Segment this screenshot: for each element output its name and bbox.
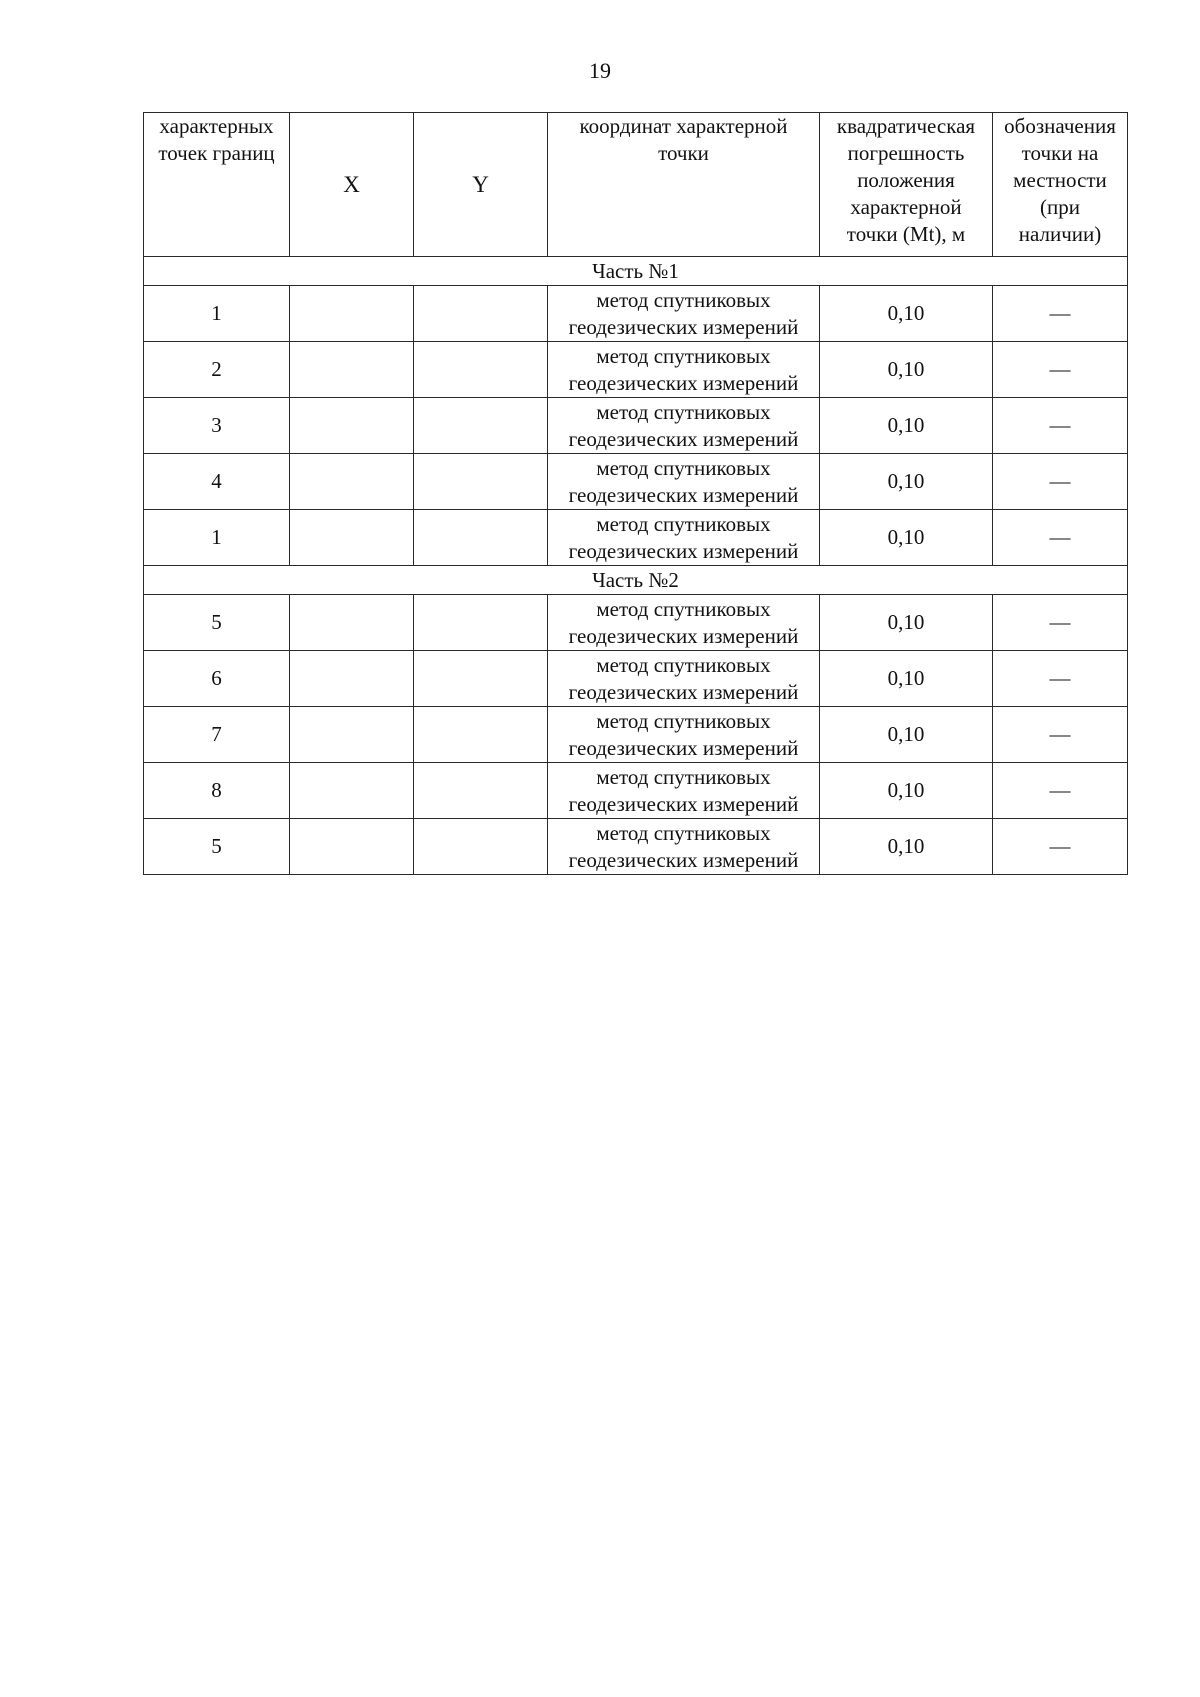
x-coordinate-cell — [290, 707, 414, 763]
accuracy-cell: 0,10 — [820, 595, 993, 651]
accuracy-cell: 0,10 — [820, 707, 993, 763]
method-line: метод спутниковых — [596, 764, 771, 789]
header-points-line: характерных — [159, 114, 274, 138]
table-row — [144, 819, 1128, 875]
y-coordinate-cell — [414, 510, 548, 566]
point-number-cell: 1 — [144, 510, 290, 566]
header-mark-line: обозначения — [1004, 114, 1116, 138]
accuracy-cell: 0,10 — [820, 454, 993, 510]
method-cell — [548, 651, 820, 707]
header-accuracy-line: характерной — [850, 195, 962, 219]
method-cell — [548, 398, 820, 454]
mark-cell: — — [993, 510, 1128, 566]
table-header-row — [144, 113, 1128, 257]
point-number-cell: 3 — [144, 398, 290, 454]
part-title: Часть №1 — [144, 257, 1128, 286]
method-line: геодезических измерений — [568, 538, 799, 563]
accuracy-cell: 0,10 — [820, 398, 993, 454]
y-coordinate-cell — [414, 819, 548, 875]
method-cell — [548, 763, 820, 819]
y-coordinate-cell — [414, 342, 548, 398]
part-header-row — [144, 566, 1128, 595]
y-coordinate-cell — [414, 595, 548, 651]
point-number-cell: 6 — [144, 651, 290, 707]
table-row — [144, 286, 1128, 342]
point-number-cell: 2 — [144, 342, 290, 398]
page-number: 19 — [589, 58, 611, 83]
header-method-line: координат характерной — [579, 114, 788, 138]
table-row — [144, 707, 1128, 763]
point-number-cell: 7 — [144, 707, 290, 763]
header-mark-line: наличии) — [1018, 222, 1102, 246]
header-method — [548, 113, 820, 257]
header-accuracy-line: положения — [857, 168, 955, 192]
mark-cell: — — [993, 286, 1128, 342]
mark-cell: — — [993, 342, 1128, 398]
mark-cell: — — [993, 454, 1128, 510]
mark-cell: — — [993, 595, 1128, 651]
method-line: геодезических измерений — [568, 735, 799, 760]
header-accuracy — [820, 113, 993, 257]
point-number-cell: 5 — [144, 819, 290, 875]
y-coordinate-cell — [414, 398, 548, 454]
x-coordinate-cell — [290, 510, 414, 566]
method-cell — [548, 342, 820, 398]
part-title: Часть №2 — [144, 566, 1128, 595]
method-line: метод спутниковых — [596, 455, 771, 480]
point-number-cell: 5 — [144, 595, 290, 651]
method-line: геодезических измерений — [568, 623, 799, 648]
x-coordinate-cell — [290, 595, 414, 651]
method-line: метод спутниковых — [596, 820, 771, 845]
header-mark — [993, 113, 1128, 257]
x-coordinate-cell — [290, 819, 414, 875]
method-line: геодезических измерений — [568, 679, 799, 704]
table-row — [144, 763, 1128, 819]
method-cell — [548, 454, 820, 510]
method-line: геодезических измерений — [568, 482, 799, 507]
header-y: Y — [414, 113, 548, 257]
header-mark-line: местности — [1013, 168, 1107, 192]
method-line: метод спутниковых — [596, 287, 771, 312]
table-row — [144, 510, 1128, 566]
header-points — [144, 113, 290, 257]
y-coordinate-cell — [414, 286, 548, 342]
method-line: геодезических измерений — [568, 847, 799, 872]
method-line: геодезических измерений — [568, 426, 799, 451]
header-method-line: точки — [658, 141, 709, 165]
accuracy-cell: 0,10 — [820, 286, 993, 342]
point-number-cell: 8 — [144, 763, 290, 819]
part-header-row — [144, 257, 1128, 286]
header-accuracy-line: квадратическая — [836, 114, 976, 138]
x-coordinate-cell — [290, 398, 414, 454]
table-row — [144, 651, 1128, 707]
method-cell — [548, 595, 820, 651]
method-cell — [548, 819, 820, 875]
y-coordinate-cell — [414, 454, 548, 510]
header-points-line: точек границ — [158, 141, 275, 165]
method-line: геодезических измерений — [568, 370, 799, 395]
header-accuracy-line: точки (Mt), м — [846, 222, 966, 246]
method-line: геодезических измерений — [568, 791, 799, 816]
x-coordinate-cell — [290, 342, 414, 398]
accuracy-cell: 0,10 — [820, 651, 993, 707]
method-line: геодезических измерений — [568, 314, 799, 339]
accuracy-cell: 0,10 — [820, 510, 993, 566]
accuracy-cell: 0,10 — [820, 819, 993, 875]
y-coordinate-cell — [414, 763, 548, 819]
y-coordinate-cell — [414, 707, 548, 763]
header-x: X — [290, 113, 414, 257]
method-line: метод спутниковых — [596, 399, 771, 424]
method-cell — [548, 286, 820, 342]
method-line: метод спутниковых — [596, 343, 771, 368]
x-coordinate-cell — [290, 286, 414, 342]
accuracy-cell: 0,10 — [820, 342, 993, 398]
x-coordinate-cell — [290, 763, 414, 819]
point-number-cell: 4 — [144, 454, 290, 510]
method-line: метод спутниковых — [596, 708, 771, 733]
method-line: метод спутниковых — [596, 652, 771, 677]
table-row — [144, 342, 1128, 398]
method-cell — [548, 510, 820, 566]
method-line: метод спутниковых — [596, 511, 771, 536]
point-number-cell: 1 — [144, 286, 290, 342]
x-coordinate-cell — [290, 651, 414, 707]
method-cell — [548, 707, 820, 763]
header-mark-line: точки на — [1021, 141, 1099, 165]
mark-cell: — — [993, 763, 1128, 819]
method-line: метод спутниковых — [596, 596, 771, 621]
table-row — [144, 595, 1128, 651]
header-accuracy-line: погрешность — [847, 141, 965, 165]
header-mark-line: (при — [1040, 195, 1080, 219]
y-coordinate-cell — [414, 651, 548, 707]
mark-cell: — — [993, 398, 1128, 454]
mark-cell: — — [993, 707, 1128, 763]
mark-cell: — — [993, 651, 1128, 707]
table-row — [144, 398, 1128, 454]
table-row — [144, 454, 1128, 510]
accuracy-cell: 0,10 — [820, 763, 993, 819]
coordinates-table — [143, 112, 1128, 875]
x-coordinate-cell — [290, 454, 414, 510]
mark-cell: — — [993, 819, 1128, 875]
